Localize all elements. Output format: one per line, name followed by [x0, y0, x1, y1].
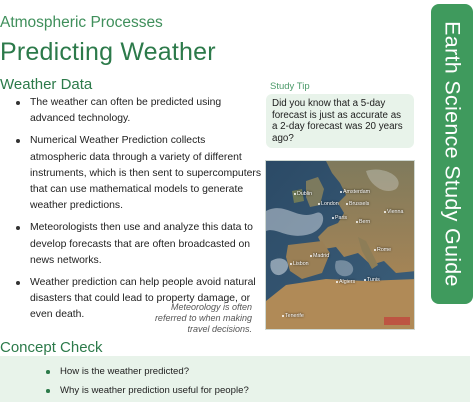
image-caption: Meteorology is often referred to when making travel decisions. [154, 302, 252, 334]
list-item: Numerical Weather Prediction collects atmospheric data through a variety of different instruments, which is then sent to supercomputers that can use mathematical models to generate weather predictions. [14, 133, 264, 214]
weather-map-graphic [266, 161, 415, 330]
map-city-label: Amsterdam [340, 189, 370, 195]
concept-check-list [46, 362, 249, 400]
concept-check-heading: Concept Check [0, 339, 103, 356]
map-city-label: London [318, 201, 339, 207]
study-tip-box: Did you know that a 5-day forecast is just as accurate as a 2-day forecast was 20 years ago? [266, 94, 414, 148]
map-city-label: Lisbon [290, 261, 309, 267]
list-item: The weather can often be predicted using advanced technology. [14, 95, 264, 127]
side-tab-label: Earth Science Study Guide [440, 21, 465, 287]
weather-data-heading: Weather Data [0, 76, 93, 93]
list-item: Meteorologists then use and analyze this data to develop forecasts that are often broadcasted on news networks. [14, 220, 264, 269]
map-city-label: Dublin [294, 191, 312, 197]
map-city-label: Tunis [364, 277, 380, 283]
list-item: How is the weather predicted? [46, 362, 249, 381]
weather-data-list [14, 95, 264, 330]
page-title: Predicting Weather [0, 38, 216, 66]
list-item: Weather prediction can help people avoid natural disasters that could lead to property damage, or even death. [14, 275, 264, 324]
list-item: Why is weather prediction useful for people? [46, 381, 249, 400]
weather-map-image [265, 160, 415, 330]
study-tip-label: Study Tip [270, 81, 310, 92]
map-city-label: Paris [332, 215, 347, 221]
map-city-label: Bern [356, 219, 370, 225]
map-city-label: Algiers [336, 279, 355, 285]
map-city-label: Madrid [310, 253, 329, 259]
map-city-label: Brussels [346, 201, 369, 207]
map-city-label: Vienna [384, 209, 403, 215]
map-city-label: Rome [374, 247, 391, 253]
section-kicker: Atmospheric Processes [0, 14, 163, 31]
map-city-label: Tenerife [282, 313, 304, 319]
